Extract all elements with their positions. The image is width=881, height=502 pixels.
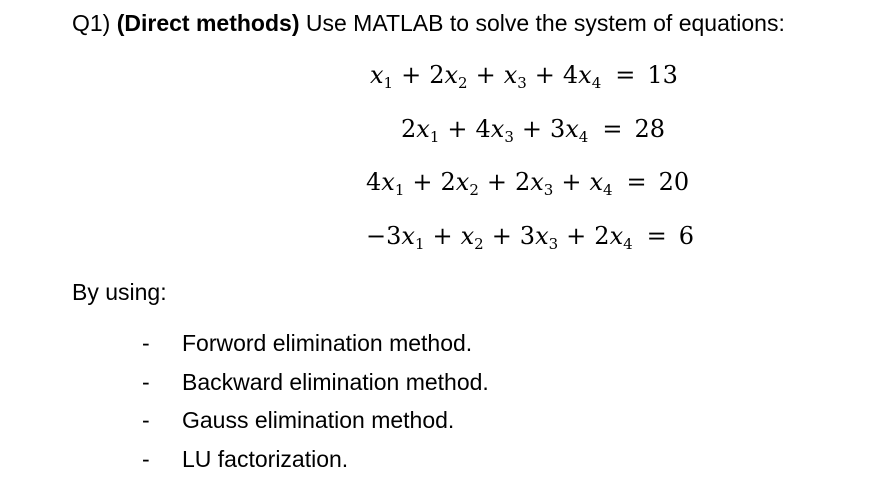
coefficient: 2: [429, 61, 445, 89]
coefficient: 3: [519, 222, 536, 250]
operator: +: [432, 222, 453, 250]
subscript: 4: [578, 128, 589, 146]
operator: +: [486, 168, 507, 196]
bullet-dash: -: [142, 330, 150, 356]
method-label: LU factorization.: [182, 445, 349, 472]
coefficient: 4: [366, 168, 382, 196]
variable: x: [503, 61, 518, 89]
equals-sign: =: [626, 168, 647, 196]
equation-term: [549, 115, 589, 146]
equation-term: [594, 222, 633, 253]
equation-term: [440, 168, 479, 199]
list-item: [142, 367, 489, 406]
equation-3: [366, 167, 689, 197]
variable: x: [530, 168, 544, 196]
equation-term: [401, 115, 440, 146]
list-item: [142, 328, 489, 367]
coefficient: 4: [562, 61, 579, 89]
bullet-dash: -: [142, 407, 150, 433]
methods-list: [142, 328, 489, 482]
equation-term: [366, 168, 405, 199]
operator: +: [561, 168, 582, 196]
method-label: Gauss elimination method.: [182, 407, 455, 433]
subscript: 1: [394, 181, 405, 199]
operator: +: [412, 168, 433, 196]
question-instruction: Use MATLAB to solve the system of equations:: [299, 10, 785, 36]
variable: x: [444, 61, 459, 89]
variable: x: [578, 61, 592, 89]
operator: +: [475, 61, 496, 89]
equation-term: [460, 222, 484, 253]
operator: +: [447, 115, 468, 143]
variable: x: [416, 115, 430, 143]
coefficient: 2: [440, 168, 456, 196]
list-item: [142, 405, 489, 444]
equation-term: [366, 222, 425, 253]
rhs-value: 28: [634, 115, 665, 143]
coefficient: 2: [514, 168, 531, 196]
variable: x: [589, 168, 603, 196]
subscript: 1: [414, 235, 425, 253]
equation-term: [370, 61, 394, 92]
equation-term: [475, 115, 514, 146]
question-number: Q1): [72, 10, 117, 36]
equation-term: [503, 61, 527, 92]
equation-2: [401, 114, 665, 144]
equals-sign: =: [602, 115, 623, 143]
bullet-dash: -: [142, 445, 150, 472]
bullet-dash: -: [142, 368, 150, 395]
coefficient: 4: [475, 115, 491, 143]
rhs-value: 20: [658, 168, 690, 196]
variable: x: [381, 168, 395, 196]
variable: x: [490, 115, 505, 143]
equation-term: [519, 222, 559, 253]
method-label: Forword elimination method.: [182, 330, 473, 356]
subscript: 1: [383, 74, 394, 92]
question-text: [72, 8, 785, 38]
subscript: 3: [517, 74, 527, 92]
coefficient: 3: [549, 115, 566, 143]
subscript: 4: [603, 181, 613, 199]
subscript: 1: [429, 128, 440, 146]
subscript: 2: [474, 235, 484, 253]
variable: x: [609, 222, 624, 250]
equation-term: [589, 168, 613, 199]
subscript: 2: [458, 74, 468, 92]
equation-term: [429, 61, 468, 92]
variable: x: [370, 61, 384, 89]
variable: x: [455, 168, 470, 196]
equals-sign: =: [646, 222, 667, 250]
rhs-value: 13: [647, 61, 678, 89]
question-topic: (Direct methods): [116, 10, 300, 36]
variable: x: [535, 222, 549, 250]
variable: x: [401, 222, 415, 250]
variable: x: [460, 222, 475, 250]
variable: x: [565, 115, 579, 143]
equation-term: [514, 168, 554, 199]
coefficient: 2: [401, 115, 417, 143]
operator: +: [566, 222, 587, 250]
subscript: 4: [623, 235, 633, 253]
rhs-value: 6: [678, 222, 695, 250]
subscript: 2: [469, 181, 479, 199]
coefficient: 2: [594, 222, 610, 250]
operator: +: [534, 61, 555, 89]
operator: +: [491, 222, 512, 250]
subscript: 3: [548, 235, 559, 253]
equation-1: [370, 60, 678, 90]
coefficient: −3: [366, 222, 402, 250]
list-item: [142, 444, 489, 483]
by-using-label: By using:: [72, 279, 167, 305]
operator: +: [401, 61, 422, 89]
equation-term: [562, 61, 602, 92]
subscript: 3: [504, 128, 514, 146]
equation-4: [366, 221, 694, 251]
subscript: 3: [543, 181, 554, 199]
subscript: 4: [591, 74, 602, 92]
operator: +: [521, 115, 542, 143]
equals-sign: =: [615, 61, 636, 89]
method-label: Backward elimination method.: [182, 368, 489, 395]
